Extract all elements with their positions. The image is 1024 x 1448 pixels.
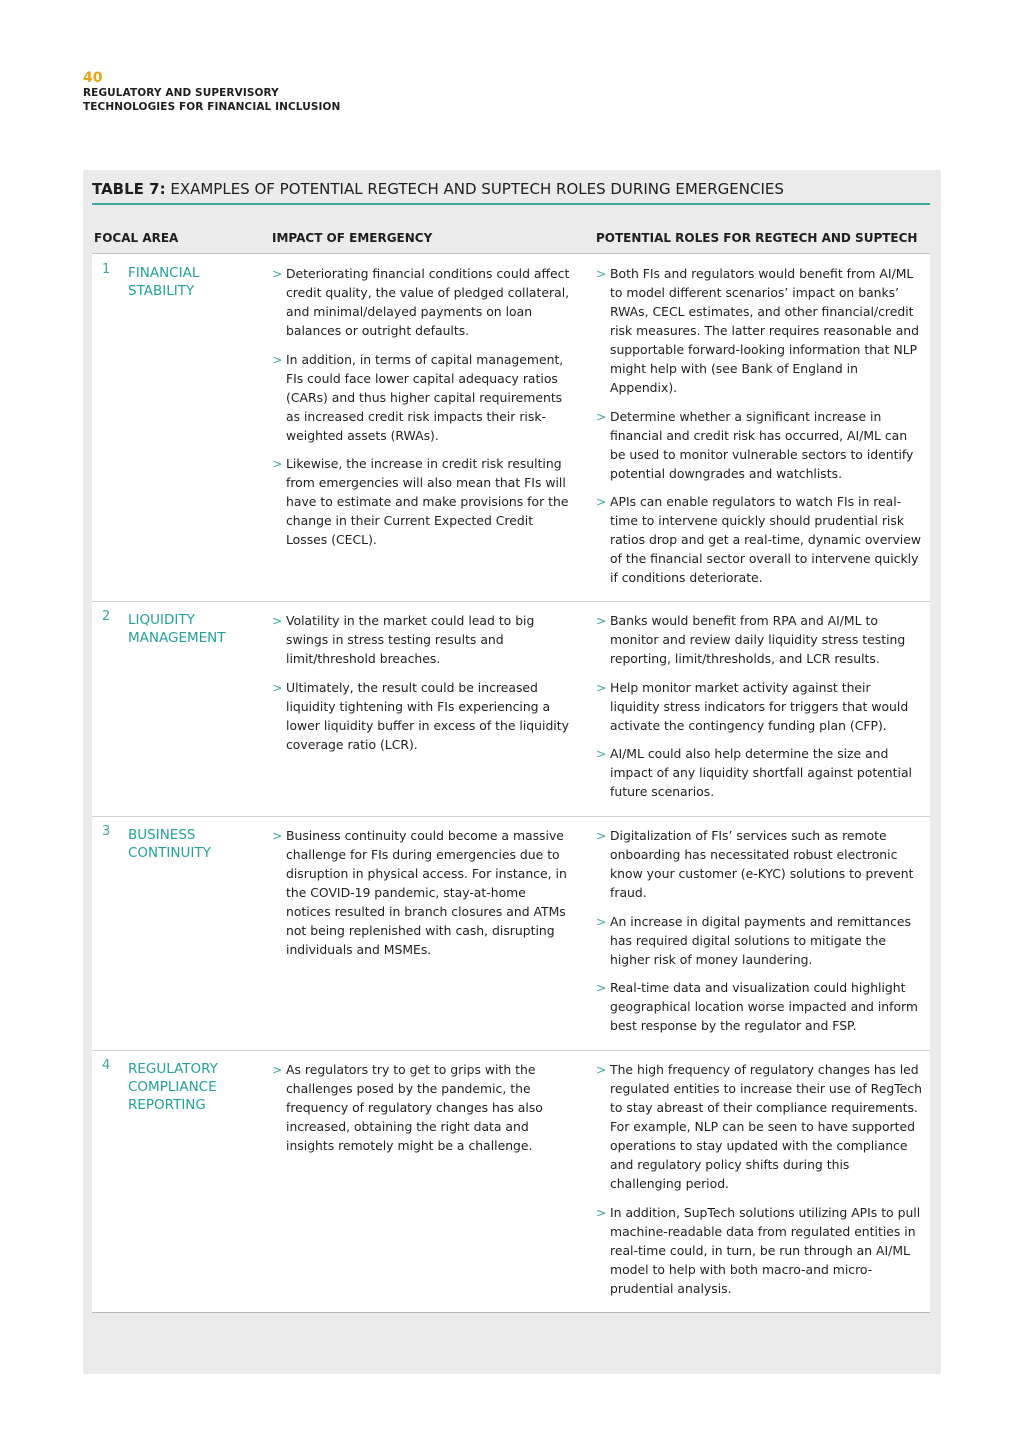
role-bullet: [596, 407, 922, 483]
column-header-roles: POTENTIAL ROLES FOR REGTECH AND SUPTECH: [596, 231, 918, 245]
column-header-impact: IMPACT OF EMERGENCY: [272, 231, 433, 245]
roles-list: [596, 1060, 922, 1307]
bullet-marker: >: [596, 1204, 607, 1220]
focal-area-line: MANAGEMENT: [128, 630, 226, 646]
bullet-text: Deteriorating financial conditions could affect credit quality, the value of pledged collateral, and minimal/delayed payments on loan balances or outright defaults.: [286, 266, 570, 338]
role-bullet: [596, 1060, 922, 1193]
focal-area-line: LIQUIDITY: [128, 612, 195, 628]
focal-area: [128, 264, 258, 300]
impact-bullet: [272, 350, 572, 445]
role-bullet: [596, 744, 922, 801]
table-caption: EXAMPLES OF POTENTIAL REGTECH AND SUPTECH ROLES DURING EMERGENCIES: [165, 180, 784, 198]
table-row: [92, 1050, 930, 1312]
running-title-line-2: TECHNOLOGIES FOR FINANCIAL INCLUSION: [83, 101, 341, 113]
focal-area-line: COMPLIANCE: [128, 1079, 217, 1095]
row-number: 1: [102, 262, 111, 277]
bullet-marker: >: [272, 456, 283, 471]
bullet-text: The high frequency of regulatory changes has led regulated entities to increase their use of RegTech to stay abreast of their compliance requirements. For example, NLP can be seen to have supported operations to stay updated with the compliance and regulatory policy shifts during this challenging period.: [610, 1062, 922, 1191]
bullet-marker: >: [596, 613, 607, 628]
bullet-text: Both FIs and regulators would benefit from AI/ML to model different scenarios’ impact on banks’ RWAs, CECL estimates, and other financial/credit risk measures. The latter requires reasonable and supportable forward-looking information that NLP might help with (see Bank of England in Appendix).: [610, 266, 920, 395]
bullet-marker: >: [272, 266, 283, 281]
focal-area-line: FINANCIAL: [128, 265, 200, 281]
bullet-marker: >: [596, 1062, 607, 1077]
bullet-marker: >: [596, 679, 607, 695]
bullet-marker: >: [272, 613, 283, 628]
focal-area: [128, 1060, 258, 1114]
role-bullet: [596, 826, 922, 902]
focal-area-line: STABILITY: [128, 283, 195, 299]
table-body: [92, 254, 930, 1312]
bullet-marker: >: [272, 679, 283, 695]
row-number: 2: [102, 609, 111, 624]
role-bullet: [596, 264, 922, 397]
impact-bullet: [272, 678, 572, 754]
roles-list: [596, 264, 922, 597]
column-headers: [92, 231, 930, 253]
row-number: 3: [102, 824, 111, 839]
roles-list: [596, 611, 922, 811]
bullet-text: In addition, SupTech solutions utilizing APIs to pull machine-readable data from regulated entities in real-time could, in turn, be run through an AI/ML model to help with both macro-and micro-prudential analysis.: [610, 1204, 921, 1296]
table-title: [92, 180, 784, 198]
bullet-marker: >: [596, 266, 607, 281]
focal-area-line: REPORTING: [128, 1097, 206, 1113]
bullet-text: APIs can enable regulators to watch FIs in real-time to intervene quickly should prudential risk ratios drop and get a real-time, dynamic overview of the financial sector overall to intervene quickly if conditions deteriorate.: [610, 494, 921, 585]
bullet-marker: >: [272, 828, 283, 843]
title-rule: [92, 203, 930, 205]
running-title-line-1: REGULATORY AND SUPERVISORY: [83, 87, 279, 99]
bullet-text: Volatility in the market could lead to big swings in stress testing results and limit/threshold breaches.: [286, 613, 535, 666]
table-row: [92, 254, 930, 601]
bullet-marker: >: [596, 913, 607, 929]
impact-bullet: [272, 1060, 572, 1155]
focal-area-line: CONTINUITY: [128, 845, 211, 861]
bullet-marker: >: [596, 980, 607, 995]
page-number: 40: [83, 70, 103, 86]
bullet-text: In addition, in terms of capital management, FIs could face lower capital adequacy ratios (CARs) and thus higher capital requirements as increased credit risk impacts their risk-weighted assets (RWAs).: [286, 351, 564, 443]
bullet-text: Business continuity could become a massive challenge for FIs during emergencies due to disruption in physical access. For instance, in the COVID-19 pandemic, stay-at-home notices resulted in branch closures and ATMs not being replenished with cash, disrupting individuals and MSMEs.: [286, 828, 567, 957]
impact-bullet: [272, 611, 572, 668]
impact-list: [272, 826, 572, 969]
bullet-marker: >: [596, 828, 607, 843]
bullet-text: An increase in digital payments and remittances has required digital solutions to mitigate the higher risk of money laundering.: [610, 913, 911, 967]
roles-list: [596, 826, 922, 1045]
focal-area-line: REGULATORY: [128, 1061, 218, 1077]
role-bullet: [596, 492, 922, 587]
bullet-text: Real-time data and visualization could highlight geographical location worse impacted and inform best response by the regulator and FSP.: [610, 980, 918, 1033]
bullet-marker: >: [272, 1062, 283, 1077]
bullet-text: AI/ML could also help determine the size and impact of any liquidity shortfall against potential future scenarios.: [610, 746, 912, 799]
focal-area-line: BUSINESS: [128, 827, 196, 843]
bullet-text: Help monitor market activity against their liquidity stress indicators for triggers that would activate the contingency funding plan (CFP).: [610, 679, 909, 733]
role-bullet: [596, 611, 922, 668]
bullet-text: As regulators try to get to grips with the challenges posed by the pandemic, the frequency of regulatory changes has also increased, obtaining the right data and insights remotely might be a challenge.: [286, 1062, 543, 1153]
role-bullet: [596, 678, 922, 735]
bullet-text: Determine whether a significant increase in financial and credit risk has occurred, AI/ML can be used to monitor vulnerable sectors to identify potential downgrades and watchlists.: [610, 408, 914, 481]
table-row: [92, 601, 930, 816]
impact-list: [272, 264, 572, 559]
role-bullet: [596, 912, 922, 969]
bullet-marker: >: [596, 494, 607, 509]
focal-area: [128, 826, 258, 862]
table-bottom-rule: [92, 1312, 930, 1313]
row-number: 4: [102, 1058, 111, 1073]
table-label: TABLE 7:: [92, 180, 166, 198]
impact-bullet: [272, 454, 572, 549]
bullet-text: Banks would benefit from RPA and AI/ML to monitor and review daily liquidity stress testing reporting, limit/thresholds, and LCR results.: [610, 613, 906, 666]
impact-bullet: [272, 826, 572, 959]
focal-area: [128, 611, 258, 647]
bullet-text: Likewise, the increase in credit risk resulting from emergencies will also mean that FIs will have to estimate and make provisions for the change in their Current Expected Credit Losses (CECL).: [286, 456, 569, 547]
column-header-focal-area: FOCAL AREA: [94, 231, 179, 245]
bullet-text: Ultimately, the result could be increased liquidity tightening with FIs experiencing a lower liquidity buffer in excess of the liquidity coverage ratio (LCR).: [286, 679, 569, 752]
impact-list: [272, 1060, 572, 1165]
role-bullet: [596, 978, 922, 1035]
impact-bullet: [272, 264, 572, 340]
table-panel: [83, 170, 941, 1374]
impact-list: [272, 611, 572, 763]
page-header: [83, 70, 340, 114]
bullet-marker: >: [596, 408, 607, 424]
table-row: [92, 816, 930, 1050]
role-bullet: [596, 1203, 922, 1298]
bullet-marker: >: [272, 351, 283, 367]
bullet-text: Digitalization of FIs’ services such as remote onboarding has necessitated robust electronic know your customer (e-KYC) solutions to prevent fraud.: [610, 828, 914, 900]
bullet-marker: >: [596, 746, 607, 761]
